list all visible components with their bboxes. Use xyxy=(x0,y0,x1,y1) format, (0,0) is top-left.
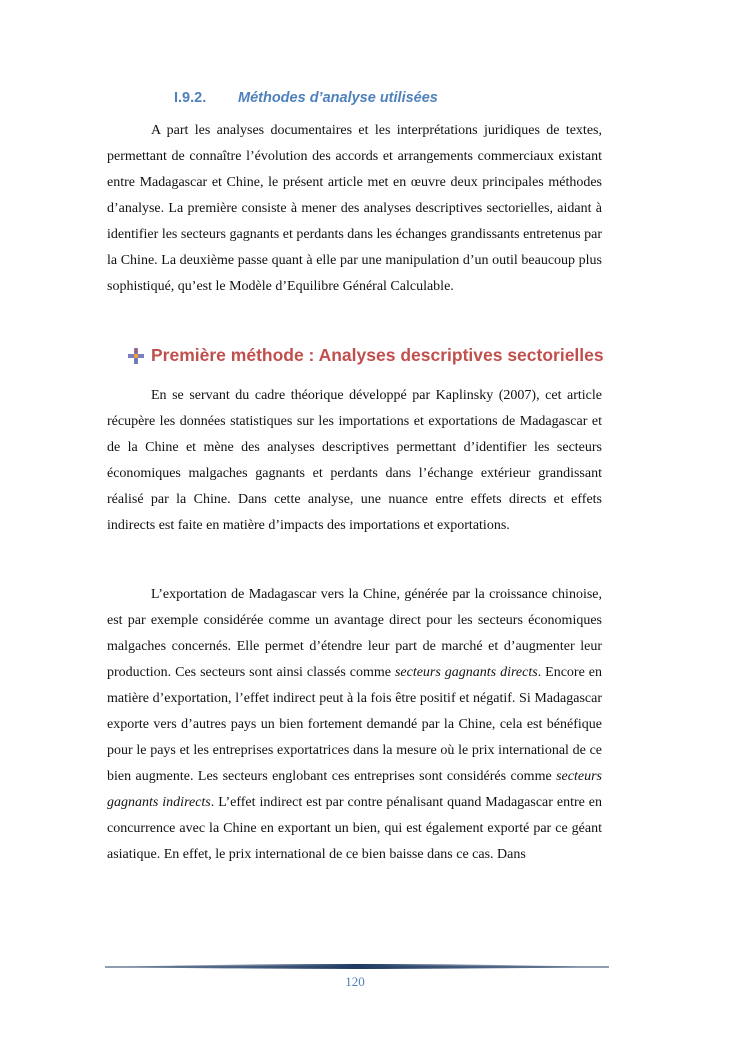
paragraph-method xyxy=(107,383,602,539)
section-number: I.9.2. xyxy=(174,90,207,106)
subsection-title: Première méthode : Analyses descriptives sectorielles xyxy=(151,345,604,365)
footer-divider xyxy=(105,962,609,974)
term-indirect-winners: secteurs gagnants indirects xyxy=(107,769,602,810)
term-direct-winners: secteurs gagnants directs xyxy=(394,665,538,680)
subsection-heading xyxy=(128,345,604,366)
section-title: Méthodes d’analyse utilisées xyxy=(238,90,438,106)
paragraph-exports-part2: . Encore en matière d’exportation, l’effet indirect peut à la fois être positif et négatif. Si Madagascar exporte vers d’autres pays un bien fortement demandé par la Chine, cela est bénéfique pour le pays et les entreprises exportatrices dans la mesure où le prix international de ce bien augmente. Les secteurs englobant ces entreprises sont considérés comme xyxy=(107,665,602,784)
paragraph-exports-part1: L’exportation de Madagascar vers la Chine, générée par la croissance chinoise, est par exemple considérée comme un avantage direct pour les secteurs économiques malgaches concernés. Elle permet d’étendre leur part de marché et d’augmenter leur production. Ces secteurs sont ainsi classés comme xyxy=(107,587,602,680)
paragraph-exports-part3: . L’effet indirect est par contre pénalisant quand Madagascar entre en concurrence avec la Chine en exportant un bien, qui est également exporté par ce géant asiatique. En effet, le prix international de ce bien baisse dans ce cas. Dans xyxy=(107,795,603,862)
cross-bullet-icon xyxy=(128,348,144,364)
paragraph-exports xyxy=(107,582,602,868)
section-heading xyxy=(174,90,438,106)
paragraph-intro-text: A part les analyses documentaires et les interprétations juridiques de textes, permettant de connaître l’évolution des accords et arrangements commerciaux existant entre Madagascar et Chine, le présent article met en œuvre deux principales méthodes d’analyse. La première consiste à mener des analyses descriptives sectorielles, aidant à identifier les secteurs gagnants et perdants dans les échanges grandissants entretenus par la Chine. La deuxième passe quant à elle par une manipulation d’un outil beaucoup plus sophistiqué, qu’est le Modèle d’Equilibre Général Calculable. xyxy=(107,123,602,294)
paragraph-method-text: En se servant du cadre théorique développé par Kaplinsky (2007), cet article récupère les données statistiques sur les importations et exportations de Madagascar et de la Chine et mène des analyses descriptives permettant d’identifier les secteurs économiques malgaches gagnants et perdants dans l’échange extérieur grandissant réalisé par la Chine. Dans cette analyse, une nuance entre effets directs et effets indirects est faite en matière d’impacts des importations et exportations. xyxy=(107,388,602,533)
page-number: 120 xyxy=(345,974,365,989)
paragraph-intro xyxy=(107,118,602,300)
